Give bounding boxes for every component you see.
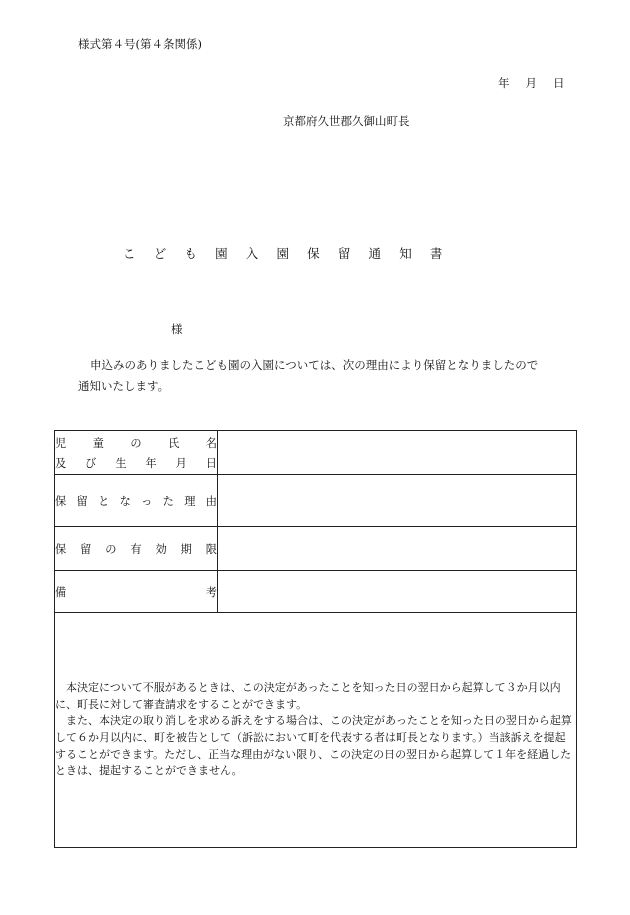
label-char: っ [141,494,153,508]
label-char: 名 [205,436,217,450]
label-char: と [98,494,110,508]
label-char: 由 [205,494,217,508]
label-char: 考 [205,585,217,599]
title-char: 留 [337,246,351,261]
intro-text [78,355,578,397]
label-char: 児 [55,436,67,450]
child-name-label [55,431,218,475]
label-char: 生 [115,456,127,470]
title-char: ど [153,246,167,261]
remarks-label [55,571,218,613]
date-day-label: 日 [553,76,565,90]
label-char: の [130,436,142,450]
table-row-reason [55,475,577,527]
appeal-notice-para-1: 本決定について不服があるときは、この決定があったことを知った日の翌日から起算して３か月以内に、町長に対して審査請求をすることができます。 [55,681,561,711]
label-char: 有 [130,542,142,556]
label-char: 年 [145,456,157,470]
reason-label [55,475,218,527]
label-char: た [162,494,174,508]
title-char: こ [123,246,136,261]
table-row-child [55,431,577,475]
title-char: 保 [307,246,320,261]
label-char: 及 [55,456,67,470]
label-char: な [119,494,131,508]
label-char: 童 [92,436,104,450]
date-month-label: 月 [525,76,537,90]
title-char: 通 [368,246,382,261]
table-row-remarks [55,571,577,613]
title-char: 園 [276,246,289,261]
label-char: 期 [180,542,192,556]
label-char: 留 [80,542,92,556]
intro-line-1: 申込みのありましたこども園の入園については、次の理由により保留となりましたので [90,358,539,372]
title-char: 入 [245,246,259,261]
label-char: 限 [205,542,217,556]
label-char: び [85,456,97,470]
appeal-notice [55,613,577,848]
label-char: 日 [205,456,217,470]
issuer-name: 京都府久世郡久御山町長 [283,114,410,128]
appeal-notice-para-2: また、本決定の取り消しを求める訴えをする場合は、この決定があったことを知った日の翌日から起算して６か月以内に、町を被告として（訴訟において町を代表する者は町長となります。）当該訴えを提起することができます。ただし、正当な理由がない限り、この決定の日の翌日から起算して１年を経過したときは、提起することができません。 [55,714,572,778]
date-line [498,75,565,91]
title-char: も [184,246,197,261]
document-title [123,244,461,262]
label-char: 保 [55,494,67,508]
notice-table [54,430,577,848]
period-label [55,527,218,571]
title-char: 書 [429,246,443,261]
child-birthdate-line [55,455,217,471]
label-char: 氏 [168,436,180,450]
label-char: 留 [76,494,88,508]
title-char: 園 [215,246,228,261]
child-name-field[interactable] [218,431,577,475]
label-char: 月 [175,456,187,470]
period-field[interactable] [218,527,577,571]
label-char: 効 [155,542,167,556]
label-char: の [105,542,117,556]
date-year-label: 年 [498,76,510,90]
intro-line-2: 通知いたします。 [78,379,170,393]
remarks-field[interactable] [218,571,577,613]
form-number: 様式第４号(第４条関係) [78,37,202,51]
table-row-notes [55,613,577,848]
reason-field[interactable] [218,475,577,527]
label-char: 保 [55,542,67,556]
addressee-suffix: 様 [171,322,183,336]
table-row-period [55,527,577,571]
child-name-line [55,435,217,451]
title-char: 知 [399,246,412,261]
label-char: 備 [55,585,67,599]
label-char: 理 [184,494,196,508]
